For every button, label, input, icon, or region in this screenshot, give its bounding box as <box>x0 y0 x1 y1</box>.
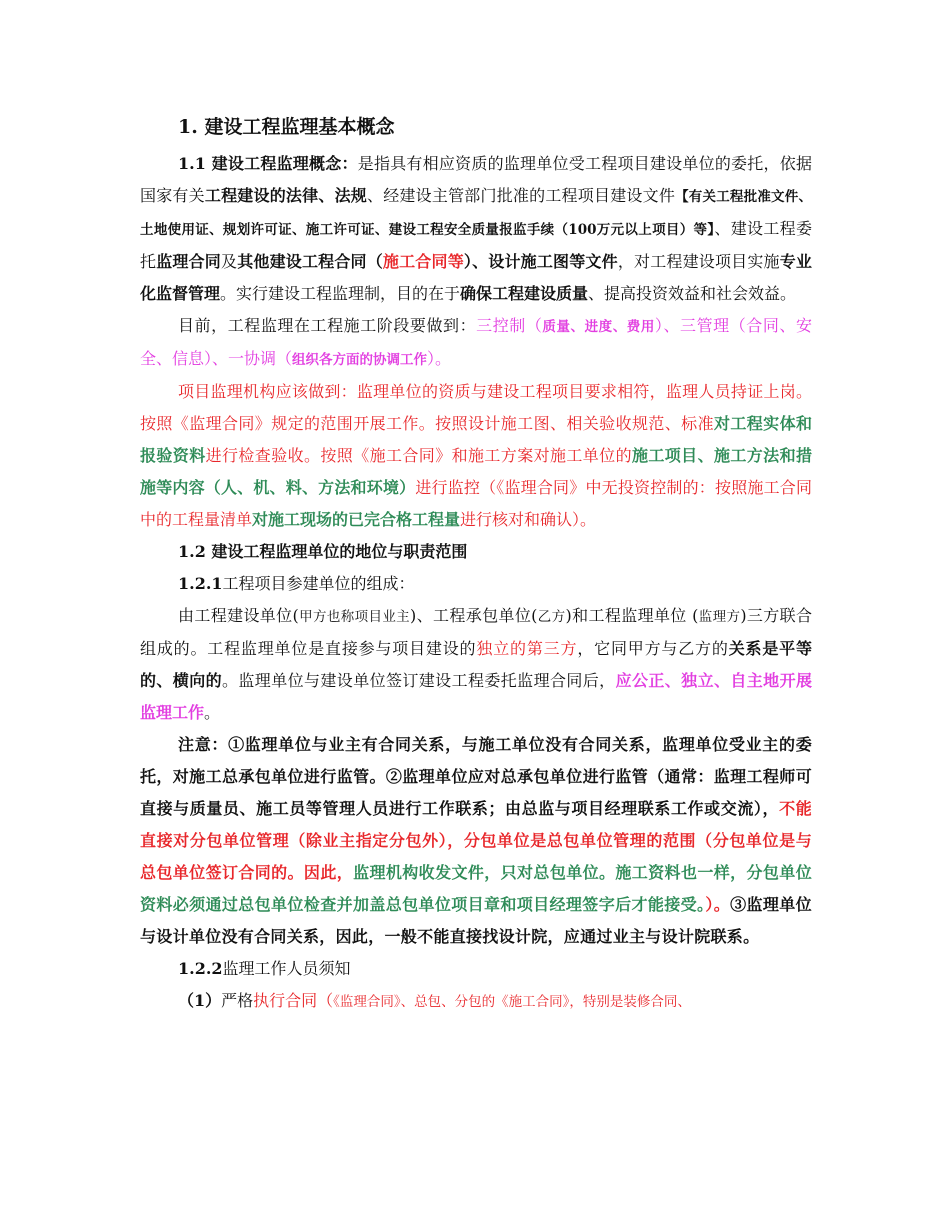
paragraph-three-controls: 目前，工程监理在工程施工阶段要做到：三控制（质量、进度、费用）、三管理（合同、安全、信息）、一协调（组织各方面的协调工作）。 <box>140 316 812 368</box>
term-label: 1.1 建设工程监理概念： <box>178 154 358 173</box>
subsection-heading: 1.2 建设工程监理单位的地位与职责范围 <box>178 542 468 561</box>
paragraph-staff-heading: 1.2.2监理工作人员须知 <box>178 959 351 978</box>
paragraph-note: 注意：①监理单位与业主有合同关系，与施工单位没有合同关系，监理单位受业主的委托，对施工总承包单位进行监管。②监理单位应对总承包单位进行监管（通常：监理工程师可直接与质量员、施工员等管理人员进行工作联系；由总监与项目经理联系工作或交流），不能直接对分包单位管理（除业主指定分包外），分包单位是总包单位管理的范围（分包单位是与总包单位签订合同的。因此，监理机构收发文件，只对总包单位。施工资料也一样，分包单位资料必须通过总包单位检查并加盖总包单位项目章和项目经理签字后才能接受。）。③监理单位与设计单位没有合同关系，因此，一般不能直接找设计院，应通过业主与设计院联系。 <box>140 735 813 946</box>
documents-list: 【有关工程批准文件、土地使用证、规划许可证、施工许可证、建设工程安全质量报监手续（100万元以上项目）等】 <box>140 189 812 238</box>
paragraph-participants-heading: 1.2.1工程项目参建单位的组成： <box>178 574 415 593</box>
document-page <box>140 112 812 1018</box>
paragraph-definition: 1.1 建设工程监理概念：是指具有相应资质的监理单位受工程项目建设单位的委托，依据国家有关工程建设的法律、法规、经建设主管部门批准的工程项目建设文件【有关工程批准文件、土地使用证、规划许可证、施工许可证、建设工程安全质量报监手续（100万元以上项目）等】、建设工程委托监理合同及其他建设工程合同（施工合同等）、设计施工图等文件，对工程建设项目实施专业化监督管理。实行建设工程监理制，目的在于确保工程建设质量、提高投资效益和社会效益。 <box>140 154 812 303</box>
paragraph-contract-item: （1）严格执行合同（《监理合同》、总包、分包的《施工合同》，特别是装修合同、 <box>178 991 691 1010</box>
paragraph-supervision-agency: 项目监理机构应该做到：监理单位的资质与建设工程项目要求相符，监理人员持证上岗。按照《监理合同》规定的范围开展工作。按照设计施工图、相关验收规范、标准对工程实体和报验资料进行检查验收。按照《施工合同》和施工方案对施工单位的施工项目、施工方法和措施等内容（人、机、料、方法和环境）进行监控（《监理合同》中无投资控制的：按照施工合同中的工程量清单对施工现场的已完合格工程量进行核对和确认）。 <box>140 382 812 529</box>
section-title: 1. 建设工程监理基本概念 <box>178 116 395 138</box>
paragraph-participants: 由工程建设单位(甲方也称项目业主)、工程承包单位(乙方)和工程监理单位 (监理方)三方联合组成的。工程监理单位是直接参与项目建设的独立的第三方，它同甲方与乙方的关系是平等的、横向的。监理单位与建设单位签订建设工程委托监理合同后，应公正、独立、自主地开展监理工作。 <box>140 606 813 722</box>
